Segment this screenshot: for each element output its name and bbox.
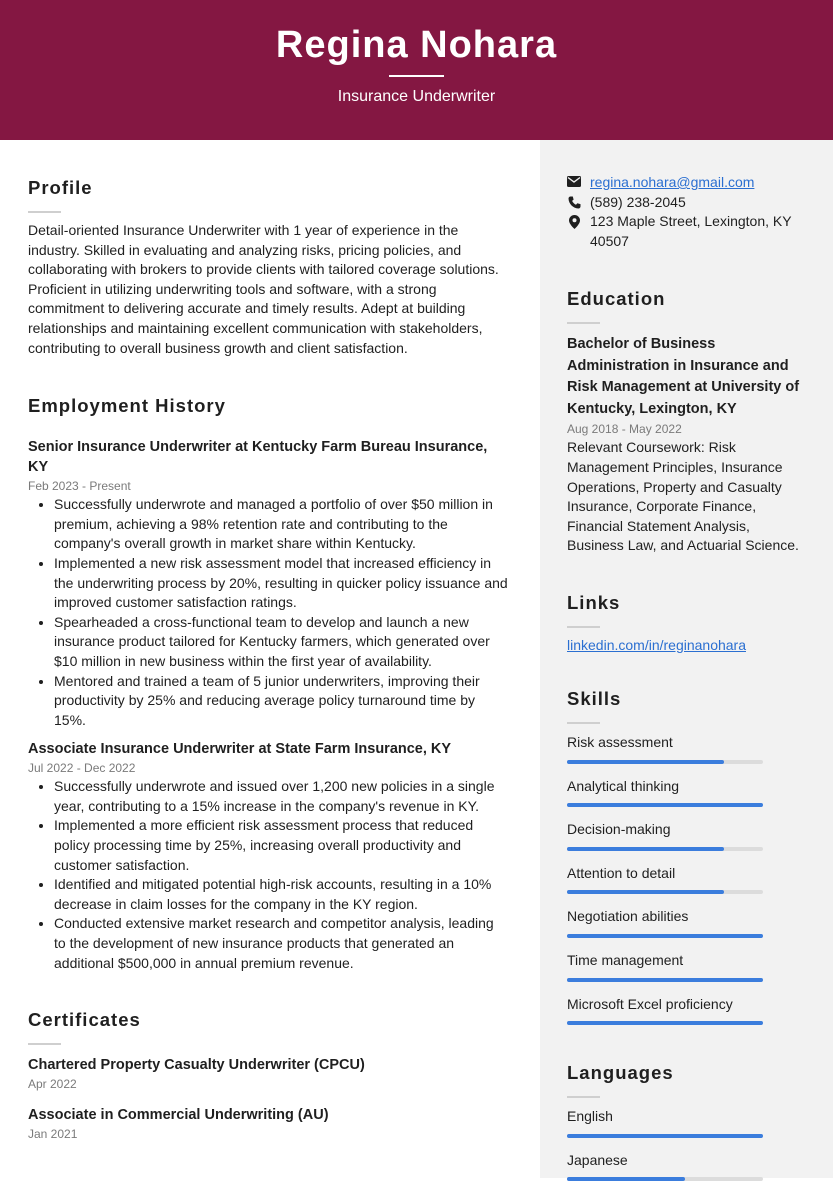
profile-section — [28, 177, 508, 358]
job-entry-dates: Feb 2023 - Present — [28, 479, 131, 494]
skill-item — [567, 995, 807, 1026]
contact-email-row — [567, 173, 807, 193]
skill-item — [567, 864, 807, 895]
address-text — [590, 212, 792, 251]
job-bullets — [28, 495, 508, 730]
email-link[interactable]: regina.nohara@gmail.com — [590, 174, 755, 190]
section-title-links: Links — [567, 591, 621, 613]
job-entry-title: Associate Insurance Underwriter at State Farm Insurance, KY — [28, 741, 452, 758]
section-title-certificates: Certificates — [28, 1009, 141, 1031]
job-bullet: • Conducted extensive market research and competitor analysis, leading to the development of new insurance products that generated an additional $500,000 in annual premium revenue. — [54, 914, 508, 973]
header-banner — [0, 0, 833, 140]
certificate-name: Chartered Property Casualty Underwriter (CPCU) — [28, 1057, 365, 1074]
profile-text: Detail-oriented Insurance Underwriter with 1 year of experience in the industry. Skilled in evaluating and analyzing risks, pricing policies, and collaborating with brokers to provide clients with tailored coverage solutions. Proficient in utilizing underwriting tools and software, with a strong commitment to delivering accurate and timely results. Adept at building relationships and maintaining excellent communication with stakeholders, contributing to overall business growth and client satisfaction. — [28, 222, 499, 356]
language-level-bar — [567, 1134, 763, 1138]
skill-item — [567, 820, 807, 851]
job-bullet: • Implemented a new risk assessment model that increased efficiency in the underwriting process by 20%, resulting in quicker policy issuance and improved customer satisfaction ratings. — [54, 554, 508, 613]
education-dates: Aug 2018 - May 2022 — [567, 422, 682, 437]
skill-level-fill — [567, 760, 724, 764]
skill-item — [567, 907, 807, 938]
education-details: Relevant Coursework: Risk Management Principles, Insurance Operations, Property and Casualty Insurance, Corporate Finance, Financial Statement Analysis, Business Law, and Actuarial Science. — [567, 439, 799, 554]
section-divider — [567, 1096, 600, 1098]
language-item — [567, 1107, 807, 1138]
main-column — [28, 140, 508, 1143]
skill-item — [567, 951, 807, 982]
languages-list — [567, 1107, 807, 1181]
phone-icon — [567, 193, 581, 209]
phone-text: (589) 238-2045 — [590, 193, 686, 210]
skill-level-bar — [567, 890, 763, 894]
skill-level-fill — [567, 847, 724, 851]
skill-level-bar — [567, 934, 763, 938]
certificates-section — [28, 1009, 508, 1143]
section-title-employment: Employment History — [28, 395, 226, 417]
job-bullet: • Identified and mitigated potential high-risk accounts, resulting in a 10% decrease in claim losses for the company in the KY region. — [54, 875, 508, 914]
certificate-date: Jan 2021 — [28, 1127, 78, 1142]
language-label: English — [567, 1108, 613, 1125]
contact-phone-row — [567, 193, 807, 213]
contact-section — [567, 173, 807, 251]
language-label: Japanese — [567, 1151, 628, 1168]
map-pin-icon — [567, 212, 581, 229]
job-entry-title: Senior Insurance Underwriter at Kentucky Farm Bureau Insurance, KY — [28, 439, 488, 476]
certificate-date: Apr 2022 — [28, 1077, 77, 1092]
links-list — [567, 637, 807, 655]
section-divider — [567, 626, 600, 628]
job-entry — [28, 437, 508, 730]
skill-level-fill — [567, 934, 763, 938]
skill-level-fill — [567, 803, 763, 807]
certificate-item — [28, 1055, 508, 1093]
certificate-item — [28, 1105, 508, 1143]
skill-level-bar — [567, 803, 763, 807]
skill-label: Risk assessment — [567, 733, 673, 750]
section-divider — [28, 211, 61, 213]
skill-level-bar — [567, 847, 763, 851]
skills-section — [567, 688, 807, 1025]
skills-list — [567, 733, 807, 1025]
section-divider — [28, 1043, 61, 1045]
job-bullet: • Successfully underwrote and managed a portfolio of over $50 million in premium, achieving a 98% retention rate and contributing to the company's overall growth in market share within Kentucky. — [54, 495, 508, 554]
job-bullet: • Mentored and trained a team of 5 junior underwriters, improving their productivity by 25% and reducing average policy turnaround time by 15%. — [54, 672, 508, 731]
skill-item — [567, 777, 807, 808]
education-section — [567, 288, 807, 556]
languages-section — [567, 1062, 807, 1181]
skill-level-fill — [567, 1021, 763, 1025]
address-line-2: 40507 — [590, 232, 629, 249]
sidebar — [567, 140, 807, 1181]
skill-level-bar — [567, 760, 763, 764]
skill-label: Decision-making — [567, 821, 671, 838]
skill-level-fill — [567, 978, 763, 982]
employment-section — [28, 395, 508, 973]
links-section — [567, 592, 807, 655]
skill-label: Attention to detail — [567, 864, 676, 881]
contact-address-row — [567, 212, 807, 251]
person-name: Regina Nohara — [275, 24, 558, 66]
skill-level-fill — [567, 890, 724, 894]
language-item — [567, 1151, 807, 1181]
section-title-education: Education — [567, 288, 666, 310]
education-degree: Bachelor of Business Administration in Insurance and Risk Management at University of Kentucky, Lexington, KY — [567, 336, 800, 417]
job-bullet: • Implemented a more efficient risk assessment process that reduced policy processing time by 25%, increasing overall productivity and customer satisfaction. — [54, 816, 508, 875]
section-title-languages: Languages — [567, 1062, 674, 1084]
address-line-1: 123 Maple Street, Lexington, KY — [590, 213, 792, 230]
job-bullets — [28, 777, 508, 973]
certificate-name: Associate in Commercial Underwriting (AU) — [28, 1107, 329, 1124]
skill-label: Microsoft Excel proficiency — [567, 995, 733, 1012]
section-title-skills: Skills — [567, 687, 622, 709]
skill-item — [567, 733, 807, 764]
language-level-fill — [567, 1134, 763, 1138]
job-title: Insurance Underwriter — [337, 88, 496, 105]
job-entry-dates: Jul 2022 - Dec 2022 — [28, 761, 136, 776]
skill-label: Negotiation abilities — [567, 908, 689, 925]
envelope-icon — [567, 173, 581, 187]
section-title-profile: Profile — [28, 177, 93, 198]
skill-level-bar — [567, 1021, 763, 1025]
job-bullet: • Spearheaded a cross-functional team to develop and launch a new insurance product tailored for Kentucky farmers, which generated over $10 million in new business within the first year of availability. — [54, 613, 508, 672]
linkedin-link[interactable]: linkedin.com/in/reginanohara — [567, 636, 746, 653]
section-divider — [567, 322, 600, 324]
skill-level-bar — [567, 978, 763, 982]
job-entry — [28, 739, 508, 973]
section-divider — [567, 722, 600, 724]
header-divider — [389, 75, 444, 77]
skill-label: Time management — [567, 951, 684, 968]
skill-label: Analytical thinking — [567, 777, 680, 794]
job-bullet: • Successfully underwrote and issued over 1,200 new policies in a single year, contributing to a 15% increase in the company's revenue in KY. — [54, 777, 508, 816]
